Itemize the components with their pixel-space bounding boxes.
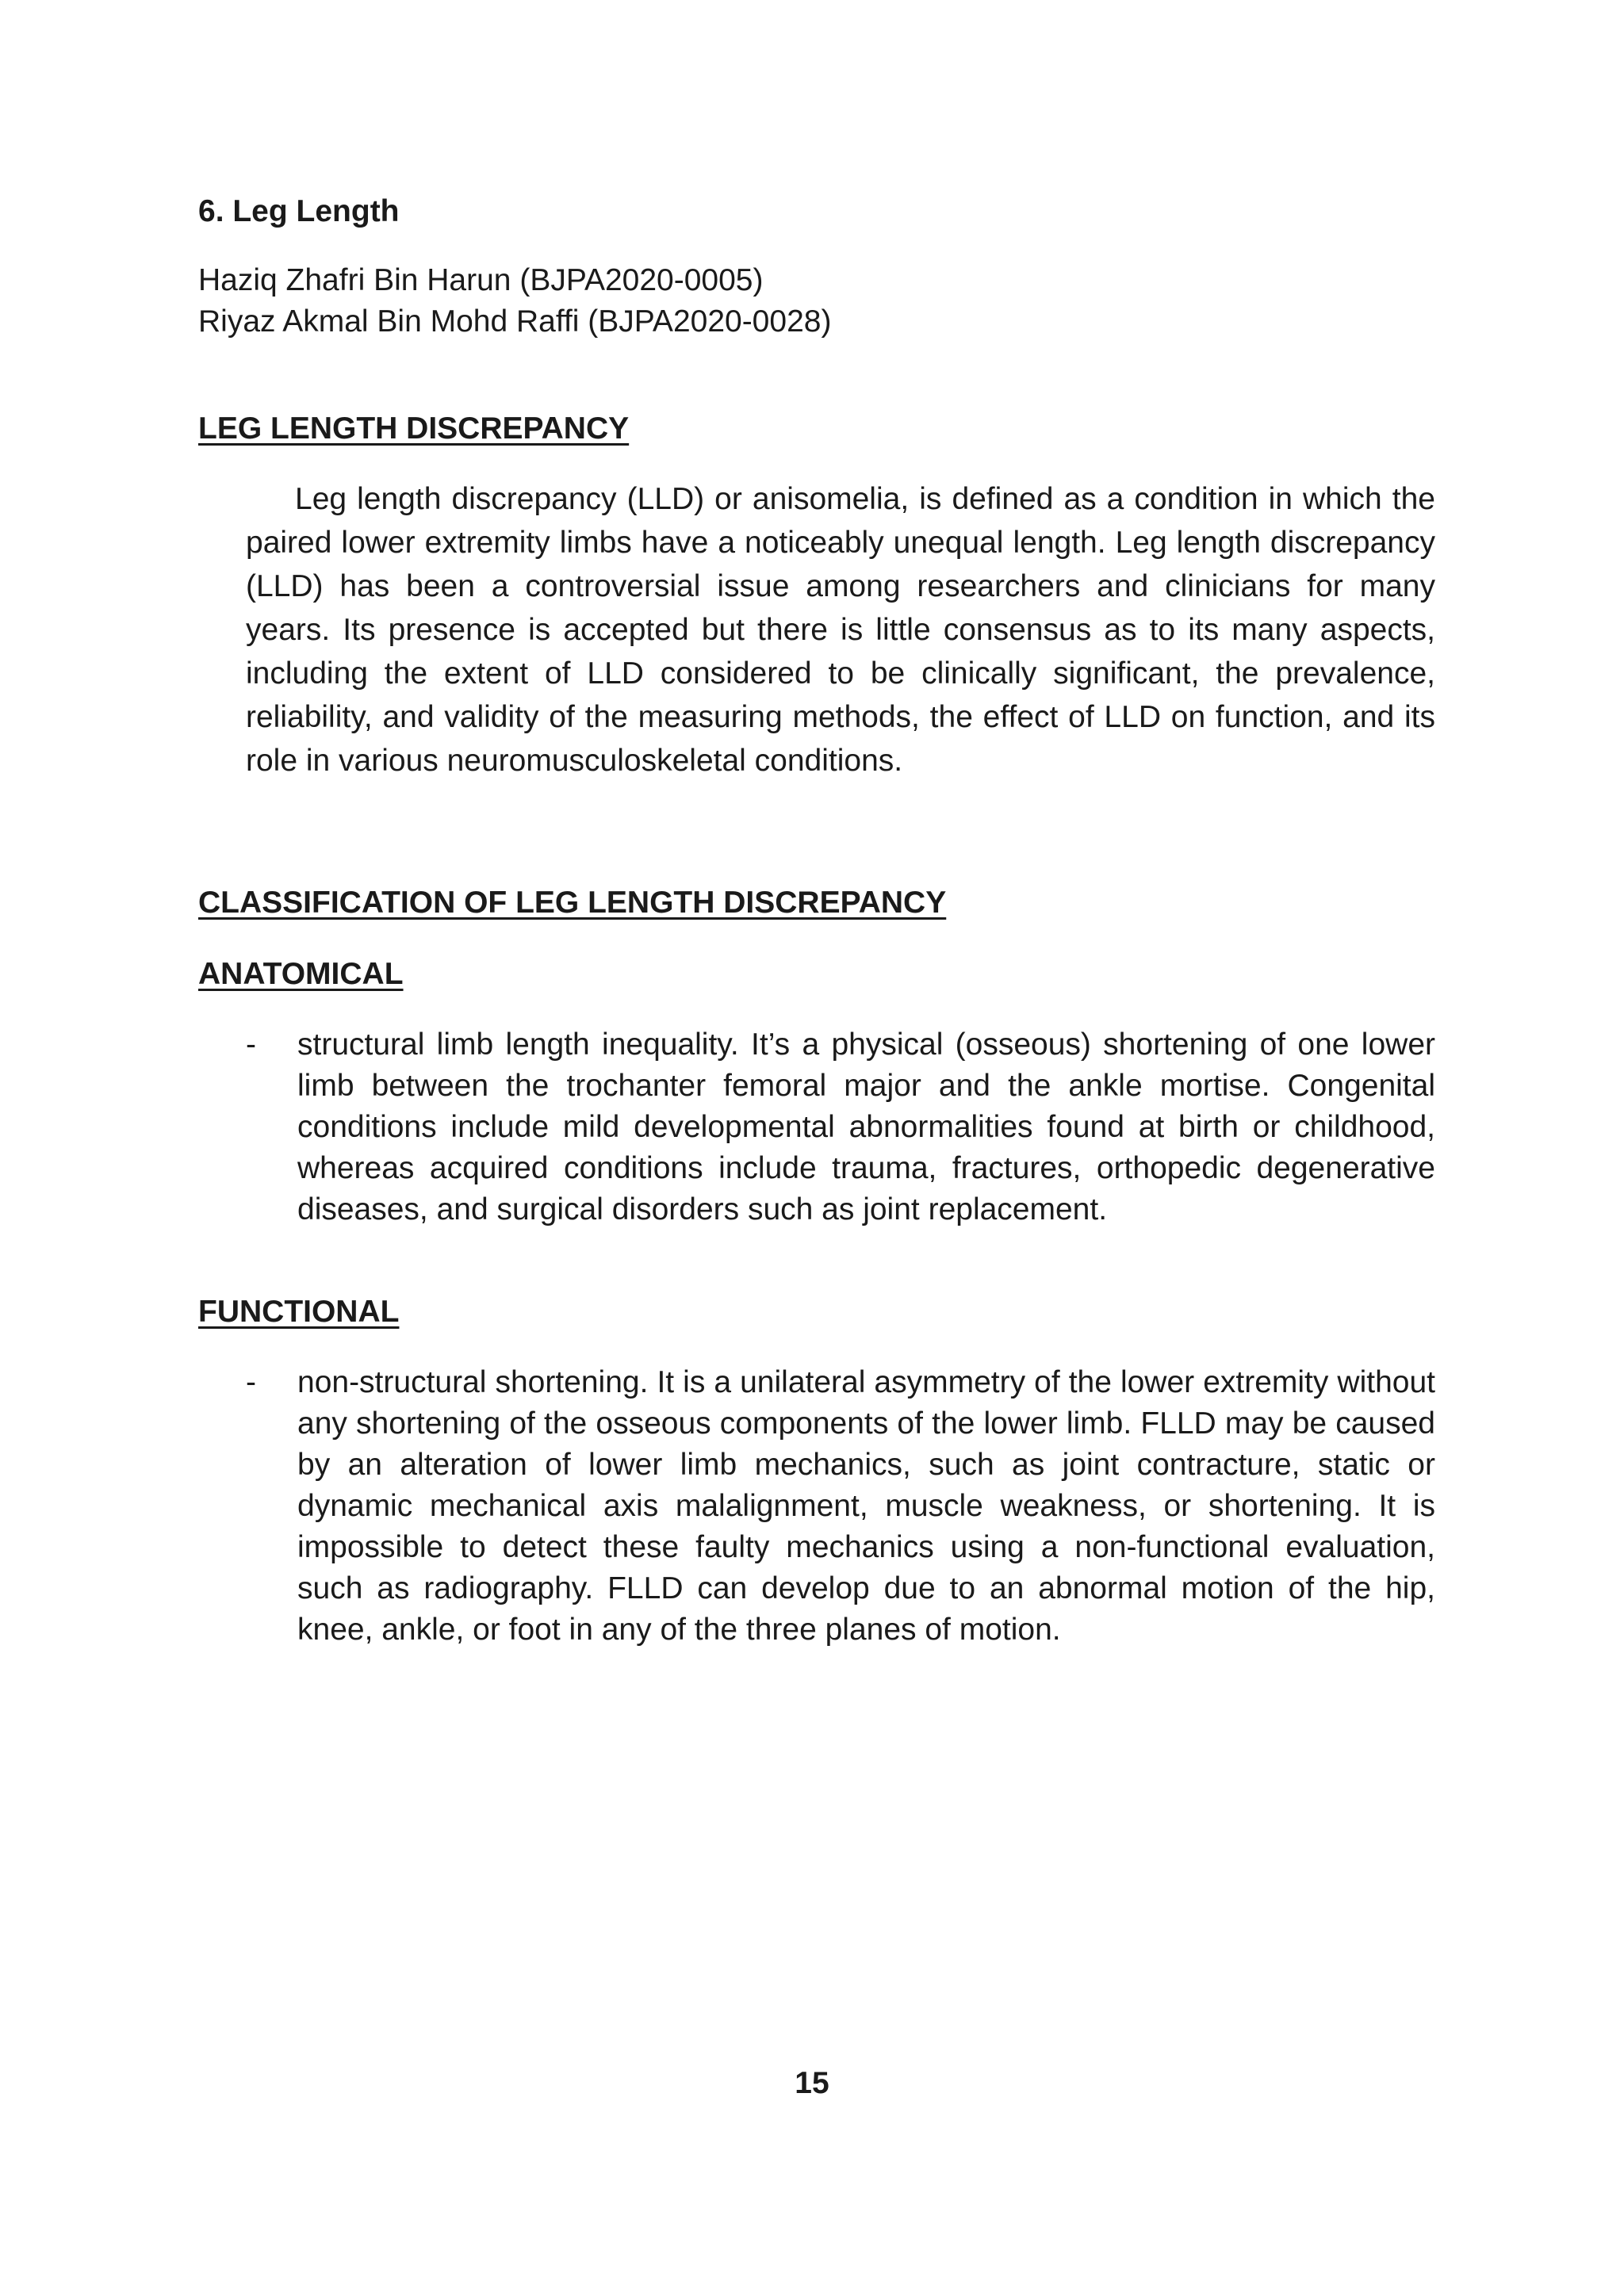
functional-bullet: [246, 1362, 1435, 1651]
section-heading-lld: LEG LENGTH DISCREPANCY: [198, 411, 630, 446]
author-line: Riyaz Akmal Bin Mohd Raffi (BJPA2020-0028): [198, 304, 832, 339]
lld-paragraph: Leg length discrepancy (LLD) or anisomelia, is defined as a condition in which the paired lower extremity limbs have a noticeably unequal length. Leg length discrepancy (LLD) has been a controversial issue among researchers and clinicians for many years. Its presence is accepted but there is little consensus as to its many aspects, including the extent of LLD considered to be clinically significant, the prevalence, reliability, and validity of the measuring methods, the effect of LLD on function, and its role in various neuromusculoskeletal conditions.: [246, 482, 1435, 778]
anatomical-bullet-text: structural limb length inequality. It’s a physical (osseous) shortening of one lower limb between the trochanter femoral major and the ankle mortise. Congenital conditions include mild developmental abnormalities found at birth or childhood, whereas acquired conditions include trauma, fractures, orthopedic degenerative diseases, and surgical disorders such as joint replacement.: [297, 1027, 1435, 1226]
page-number: 15: [795, 2066, 829, 2100]
subheading-functional: FUNCTIONAL: [198, 1295, 400, 1329]
author-list: [198, 260, 831, 342]
anatomical-bullet: [246, 1024, 1435, 1230]
author-line: Haziq Zhafri Bin Harun (BJPA2020-0005): [198, 263, 764, 297]
subheading-anatomical: ANATOMICAL: [198, 957, 404, 991]
functional-bullet-text: non-structural shortening. It is a unilateral asymmetry of the lower extremity without any shortening of the osseous components of the lower limb. FLLD may be caused by an alteration of lower limb mechanics, such as joint contracture, static or dynamic mechanical axis malalignment, muscle weakness, or shortening. It is impossible to detect these faulty mechanics using a non-functional evaluation, such as radiography. FLLD can develop due to an abnormal motion of the hip, knee, ankle, or foot in any of the three planes of motion.: [297, 1365, 1435, 1647]
bullet-marker: -: [246, 1027, 256, 1062]
bullet-marker: -: [246, 1365, 256, 1399]
chapter-title: 6. Leg Length: [198, 194, 400, 228]
section-heading-classification: CLASSIFICATION OF LEG LENGTH DISCREPANCY: [198, 886, 947, 920]
